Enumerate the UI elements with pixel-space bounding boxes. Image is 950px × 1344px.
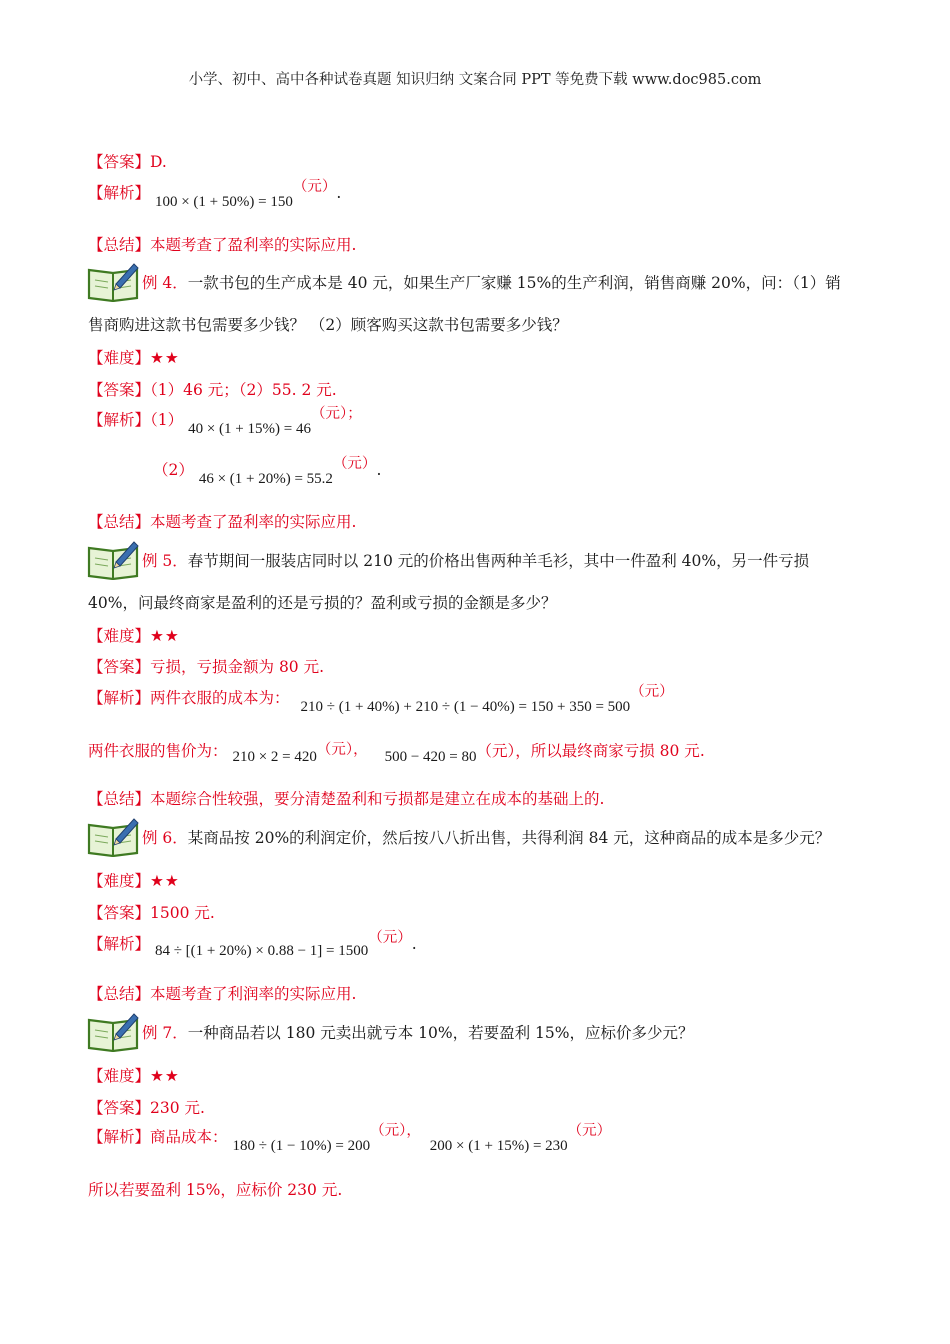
ex7-unit2: （元）	[567, 1123, 612, 1139]
ex4-answer: （1）46 元；（2）55. 2 元.	[150, 381, 337, 399]
prev-end: .	[336, 184, 342, 202]
prev-formula: 100 × (1 + 50%) = 150	[154, 194, 293, 210]
ex7-answer-row	[88, 1096, 205, 1118]
ex4-q2: 售商购进这款书包需要多少钱？ （2）顾客购买这款书包需要多少钱？	[88, 316, 568, 334]
book-pencil-icon	[86, 1012, 140, 1052]
analysis-label: 【解析】	[88, 689, 151, 707]
ex6-title: 例 6．	[142, 829, 188, 847]
ex6-end: .	[411, 935, 417, 953]
ex4-difficulty-row	[88, 346, 180, 368]
ex5-formula1: 210 ÷ (1 + 40%) + 210 ÷ (1 − 40%) = 150 + 350 = 500	[300, 699, 631, 715]
ex4-unit1: （元）；	[310, 406, 362, 422]
ex6-q1: 某商品按 20%的利润定价，然后按八八折出售，共得利润 84 元，这种商品的成本是多少元？	[187, 829, 831, 847]
prev-analysis-row	[88, 179, 342, 210]
answer-label: 【答案】	[88, 904, 151, 922]
ex4-answer-row	[88, 378, 337, 400]
ex4-p2: （2）	[153, 461, 194, 479]
ex5-a-text: 两件衣服的成本为：	[150, 689, 290, 707]
ex7-answer: 230 元.	[150, 1099, 205, 1117]
ex5-q1: 春节期间一服装店同时以 210 元的价格出售两种羊毛衫，其中一件盈利 40%，另一件亏损	[187, 552, 810, 570]
ex5-q2: 40%，问最终商家是盈利的还是亏损的？盈利或亏损的金额是多少？	[88, 594, 557, 612]
prev-answer: D.	[150, 153, 167, 171]
ex4-title: 例 4．	[142, 274, 188, 292]
ex4-p1: （1）	[150, 411, 184, 429]
ex6-answer: 1500 元.	[150, 904, 215, 922]
ex4-summary: 本题考查了盈利率的实际应用.	[150, 513, 357, 531]
ex7-q1: 一种商品若以 180 元卖出就亏本 10%，若要盈利 15%，应标价多少元？	[187, 1024, 694, 1042]
ex7-formula1: 180 ÷ (1 − 10%) = 200	[232, 1138, 371, 1154]
answer-label: 【答案】	[88, 658, 151, 676]
ex4-unit2: （元）	[332, 456, 377, 472]
ex7-title: 例 7．	[142, 1024, 188, 1042]
ex4-stars: ★★	[150, 349, 180, 367]
ex5-unit3: （元），所以最终商家亏损 80 元.	[476, 742, 705, 760]
ex5-stars: ★★	[150, 627, 180, 645]
answer-label: 【答案】	[88, 1099, 151, 1117]
ex6-formula1: 84 ÷ [(1 + 20%) × 0.88 − 1] = 1500	[154, 943, 369, 959]
ex4-formula2: 46 × (1 + 20%) = 55.2	[198, 471, 333, 487]
difficulty-label: 【难度】	[88, 1067, 151, 1085]
analysis-label: 【解析】	[88, 1128, 151, 1146]
ex5-b-text: 两件衣服的售价为：	[88, 742, 228, 760]
ex4-question-line1	[142, 271, 841, 293]
ex7-analysis-row	[88, 1123, 612, 1154]
ex4-formula1: 40 × (1 + 15%) = 46	[188, 421, 311, 437]
ex5-answer-row	[88, 655, 324, 677]
ex6-answer-row	[88, 901, 215, 923]
ex6-question-line1	[142, 826, 830, 848]
summary-label: 【总结】	[88, 985, 151, 1003]
ex5-unit2: （元），	[316, 742, 368, 758]
ex7-conclusion	[88, 1178, 342, 1200]
summary-label: 【总结】	[88, 236, 151, 254]
book-pencil-icon	[86, 262, 140, 302]
ex7-unit1: （元），	[370, 1123, 421, 1139]
ex4-q1: 一款书包的生产成本是 40 元，如果生产厂家赚 15%的生产利润，销售商赚 20%，问：（1）销	[187, 274, 841, 292]
ex4-analysis-row2	[153, 456, 382, 487]
ex7-conclusion-text: 所以若要盈利 15%，应标价 230 元.	[88, 1181, 343, 1199]
ex7-stars: ★★	[150, 1067, 180, 1085]
summary-label: 【总结】	[88, 790, 151, 808]
ex5-summary: 本题综合性较强，要分清楚盈利和亏损都是建立在成本的基础上的.	[150, 790, 605, 808]
difficulty-label: 【难度】	[88, 627, 151, 645]
prev-summary: 本题考查了盈利率的实际应用.	[150, 236, 357, 254]
ex4-end2: .	[376, 461, 382, 479]
answer-label: 【答案】	[88, 153, 151, 171]
summary-label: 【总结】	[88, 513, 151, 531]
ex6-difficulty-row	[88, 869, 180, 891]
ex5-difficulty-row	[88, 624, 180, 646]
ex5-analysis-row2	[88, 739, 705, 765]
analysis-label: 【解析】	[88, 184, 151, 202]
ex5-answer: 亏损，亏损金额为 80 元.	[150, 658, 325, 676]
difficulty-label: 【难度】	[88, 872, 151, 890]
ex5-unit1: （元）	[630, 684, 674, 700]
prev-summary-row	[88, 233, 356, 255]
analysis-label: 【解析】	[88, 411, 151, 429]
ex4-summary-row	[88, 510, 356, 532]
ex5-formula3: 500 − 420 = 80	[384, 749, 477, 765]
ex5-analysis-row1	[88, 684, 674, 715]
ex5-question-line1	[142, 549, 809, 571]
ex7-question-line1	[142, 1021, 694, 1043]
ex5-summary-row	[88, 787, 604, 809]
ex6-stars: ★★	[150, 872, 180, 890]
ex7-formula2: 200 × (1 + 15%) = 230	[429, 1138, 568, 1154]
ex7-difficulty-row	[88, 1064, 180, 1086]
ex6-summary-row	[88, 982, 356, 1004]
prev-unit: （元）	[292, 179, 337, 195]
ex6-analysis-row	[88, 930, 417, 959]
answer-label: 【答案】	[88, 381, 151, 399]
ex7-a-text: 商品成本：	[150, 1128, 228, 1146]
ex4-analysis-row1	[88, 406, 362, 437]
analysis-label: 【解析】	[88, 935, 151, 953]
page-header: 小学、初中、高中各种试卷真题 知识归纳 文案合同 PPT 等免费下载 www.doc985.com	[188, 72, 762, 88]
ex6-unit1: （元）	[368, 930, 412, 946]
prev-answer-row	[88, 150, 167, 172]
ex6-summary: 本题考查了利润率的实际应用.	[150, 985, 357, 1003]
book-pencil-icon	[86, 540, 140, 580]
ex5-formula2: 210 × 2 = 420	[232, 749, 317, 765]
book-pencil-icon	[86, 817, 140, 857]
difficulty-label: 【难度】	[88, 349, 151, 367]
ex5-title: 例 5．	[142, 552, 188, 570]
